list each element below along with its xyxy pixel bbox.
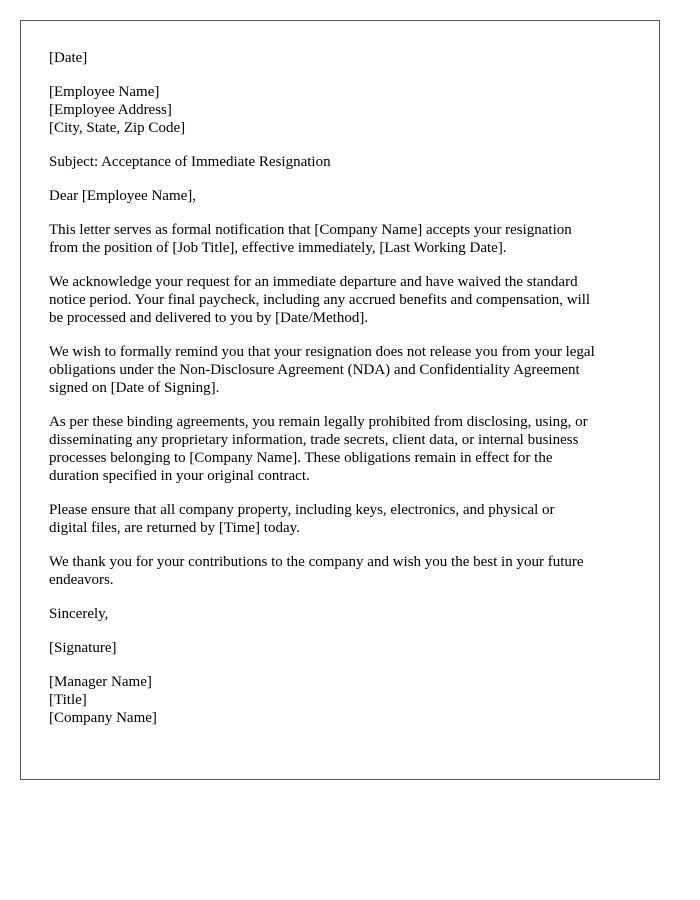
paragraph-line: obligations under the Non-Disclosure Agreement (NDA) and Confidentiality Agreement [49, 362, 580, 378]
recipient-address [49, 83, 631, 137]
paragraph-line: signed on [Date of Signing]. [49, 380, 220, 396]
date-text: [Date] [49, 50, 88, 66]
closing [49, 605, 631, 623]
recipient-name: [Employee Name] [49, 84, 160, 100]
paragraph-line: As per these binding agreements, you remain legally prohibited from disclosing, using, or [49, 414, 588, 430]
paragraph-line: be processed and delivered to you by [Date/Method]. [49, 310, 369, 326]
paragraph-line: We wish to formally remind you that your resignation does not release you from your legal [49, 344, 595, 360]
paragraph-line: This letter serves as formal notification that [Company Name] accepts your resignation [49, 222, 572, 238]
paragraph-company-property [49, 501, 631, 537]
company-name: [Company Name] [49, 710, 157, 726]
paragraph-obligations [49, 413, 631, 485]
paragraph-line: Please ensure that all company property, including keys, electronics, and physical or [49, 502, 555, 518]
salutation [49, 187, 631, 205]
paragraph-line: processes belonging to [Company Name]. These obligations remain in effect for the [49, 450, 553, 466]
subject-text: Subject: Acceptance of Immediate Resignation [49, 154, 331, 170]
salutation-text: Dear [Employee Name], [49, 188, 197, 204]
paragraph-line: We acknowledge your request for an immediate departure and have waived the standard [49, 274, 578, 290]
recipient-street: [Employee Address] [49, 102, 172, 118]
closing-text: Sincerely, [49, 606, 109, 622]
manager-name: [Manager Name] [49, 674, 152, 690]
letter-page [20, 20, 660, 780]
manager-title: [Title] [49, 692, 87, 708]
paragraph-line: duration specified in your original contract. [49, 468, 310, 484]
recipient-city: [City, State, Zip Code] [49, 120, 186, 136]
paragraph-line: endeavors. [49, 572, 114, 588]
paragraph-notice-period [49, 273, 631, 327]
paragraph-acceptance [49, 221, 631, 257]
signature-placeholder [49, 639, 631, 657]
sender-signoff [49, 673, 631, 727]
paragraph-line: from the position of [Job Title], effective immediately, [Last Working Date]. [49, 240, 507, 256]
paragraph-line: notice period. Your final paycheck, including any accrued benefits and compensation, will [49, 292, 591, 308]
paragraph-line: disseminating any proprietary information, trade secrets, client data, or internal business [49, 432, 579, 448]
subject-line [49, 153, 631, 171]
paragraph-thanks [49, 553, 631, 589]
paragraph-line: digital files, are returned by [Time] today. [49, 520, 300, 536]
letter-date [49, 49, 631, 67]
signature-text: [Signature] [49, 640, 117, 656]
paragraph-line: We thank you for your contributions to the company and wish you the best in your future [49, 554, 584, 570]
paragraph-nda-reminder [49, 343, 631, 397]
